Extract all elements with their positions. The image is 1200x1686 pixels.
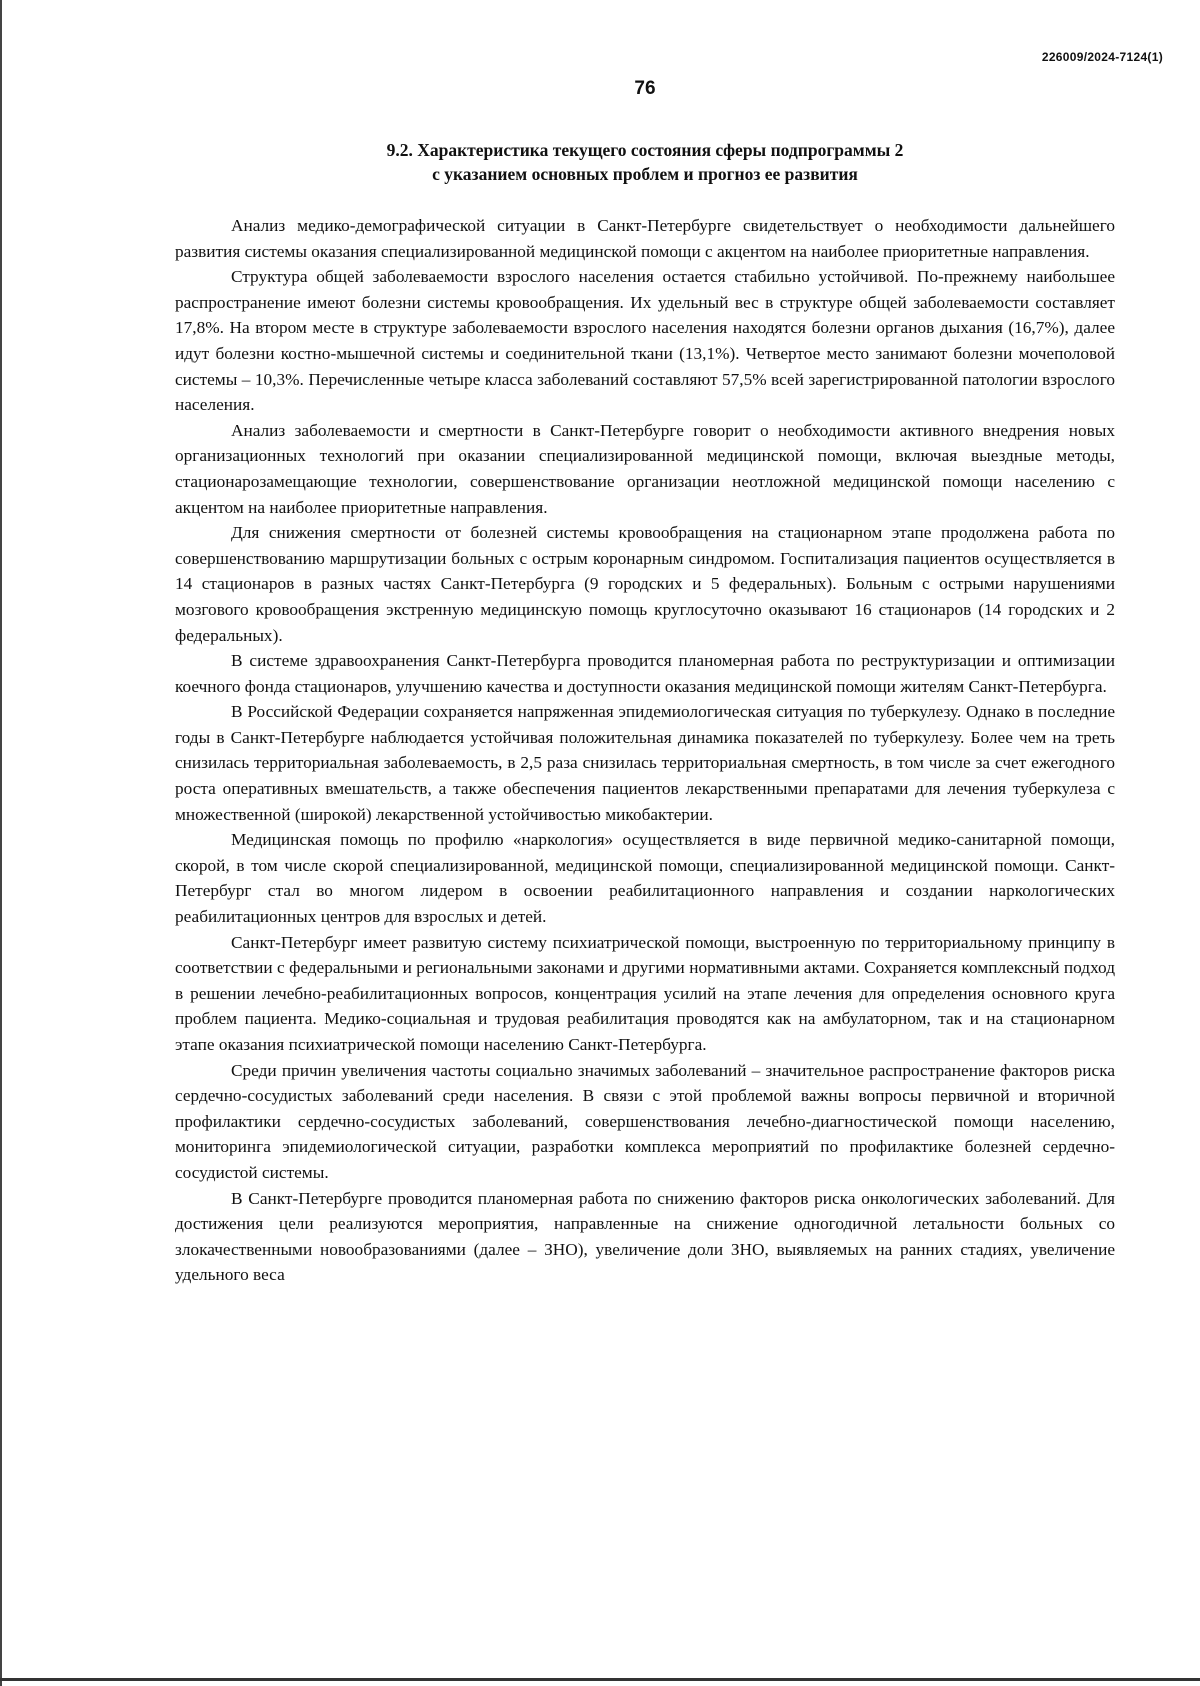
paragraph-morbidity-structure: Структура общей заболеваемости взрослого населения остается стабильно устойчивой. По-прежнему наибольшее распространение имеют болезни системы кровообращения. Их удельный вес в структуре общей заболеваемости составляет 17,8%. На втором месте в структуре заболеваемости взрослого населения находятся болезни органов дыхания (16,7%), далее идут болезни костно-мышечной системы и соединительной ткани (13,1%). Четвертое место занимают болезни мочеполовой системы – 10,3%. Перечисленные четыре класса заболеваний составляют 57,5% всей зарегистрированной патологии взрослого населения. <box>175 267 1115 415</box>
section-heading <box>175 138 1115 186</box>
paragraph-psychiatric-care: Санкт-Петербург имеет развитую систему психиатрической помощи, выстроенную по территориальному принципу в соответствии с федеральными и региональными законами и другими нормативными актами. Сохраняется комплексный подход в решении лечебно-реабилитационных вопросов, концентрация усилий на этапе лечения для определения основного круга проблем пациента. Медико-социальная и трудовая реабилитация проводятся как на амбулаторном, так и на стационарном этапе оказания психиатрической помощи населению Санкт-Петербурга. <box>175 932 1115 1054</box>
page-number: 76 <box>634 78 656 99</box>
body-text <box>175 213 1115 1288</box>
paragraph-bed-fund-restructuring: В системе здравоохранения Санкт-Петербурга проводится планомерная работа по реструктуризации и оптимизации коечного фонда стационаров, улучшению качества и доступности оказания медицинской помощи жителям Санкт-Петербурга. <box>175 651 1115 696</box>
paragraph-organizational-technologies: Анализ заболеваемости и смертности в Санкт-Петербурге говорит о необходимости активного внедрения новых организационных технологий при оказании специализированной медицинской помощи, включая выездные методы, стационарозамещающие технологии, совершенствование организации неотложной медицинской помощи населению с акцентом на наиболее приоритетные направления. <box>175 420 1115 517</box>
paragraph-cardiovascular-prevention: Среди причин увеличения частоты социально значимых заболеваний – значительное распространение факторов риска сердечно-сосудистых заболеваний среди населения. В связи с этой проблемой важны вопросы первичной и вторичной профилактики сердечно-сосудистых заболеваний, совершенствования лечебно-диагностической помощи населению, мониторинга эпидемиологической ситуации, разработки комплекса мероприятий по профилактике болезней сердечно-сосудистой системы. <box>175 1060 1115 1182</box>
paragraph-circulatory-mortality: Для снижения смертности от болезней системы кровообращения на стационарном этапе продолжена работа по совершенствованию маршрутизации больных с острым коронарным синдромом. Госпитализация пациентов осуществляется в 14 стационаров в разных частях Санкт-Петербурга (9 городских и 5 федеральных). Больным с острыми нарушениями мозгового кровообращения экстренную медицинскую помощь круглосуточно оказывают 16 стационаров (14 городских и 2 федеральных). <box>175 523 1115 645</box>
document-id: 226009/2024-7124(1) <box>1041 50 1163 64</box>
section-heading-line-2: с указанием основных проблем и прогноз ее развития <box>432 164 858 184</box>
paragraph-narcology: Медицинская помощь по профилю «наркология» осуществляется в виде первичной медико-санитарной помощи, скорой, в том числе скорой специализированной, медицинской помощи, специализированной медицинской помощи. Санкт-Петербург стал во многом лидером в освоении реабилитационного направления и создании наркологических реабилитационных центров для взрослых и детей. <box>175 830 1115 927</box>
paragraph-medico-demographic-analysis: Анализ медико-демографической ситуации в Санкт-Петербурге свидетельствует о необходимости дальнейшего развития системы оказания специализированной медицинской помощи с акцентом на наиболее приоритетные направления. <box>175 216 1115 261</box>
section-heading-line-1: 9.2. Характеристика текущего состояния сферы подпрограммы 2 <box>386 140 904 160</box>
paragraph-tuberculosis: В Российской Федерации сохраняется напряженная эпидемиологическая ситуация по туберкулезу. Однако в последние годы в Санкт-Петербурге наблюдается устойчивая положительная динамика показателей по туберкулезу. Более чем на треть снизилась территориальная заболеваемость, в 2,5 раза снизилась территориальная смертность, в том числе за счет ежегодного роста оперативных вмешательств, а также обеспечения пациентов лекарственными препаратами для лечения туберкулеза с множественной (широкой) лекарственной устойчивостью микобактерии. <box>175 702 1115 824</box>
scan-edge-bottom <box>0 1678 1200 1681</box>
paragraph-oncology: В Санкт-Петербурге проводится планомерная работа по снижению факторов риска онкологических заболеваний. Для достижения цели реализуются мероприятия, направленные на снижение одногодичной летальности больных со злокачественными новообразованиями (далее – ЗНО), увеличение доли ЗНО, выявляемых на ранних стадиях, увеличение удельного веса <box>175 1188 1115 1285</box>
scan-edge-left <box>0 0 2 1686</box>
